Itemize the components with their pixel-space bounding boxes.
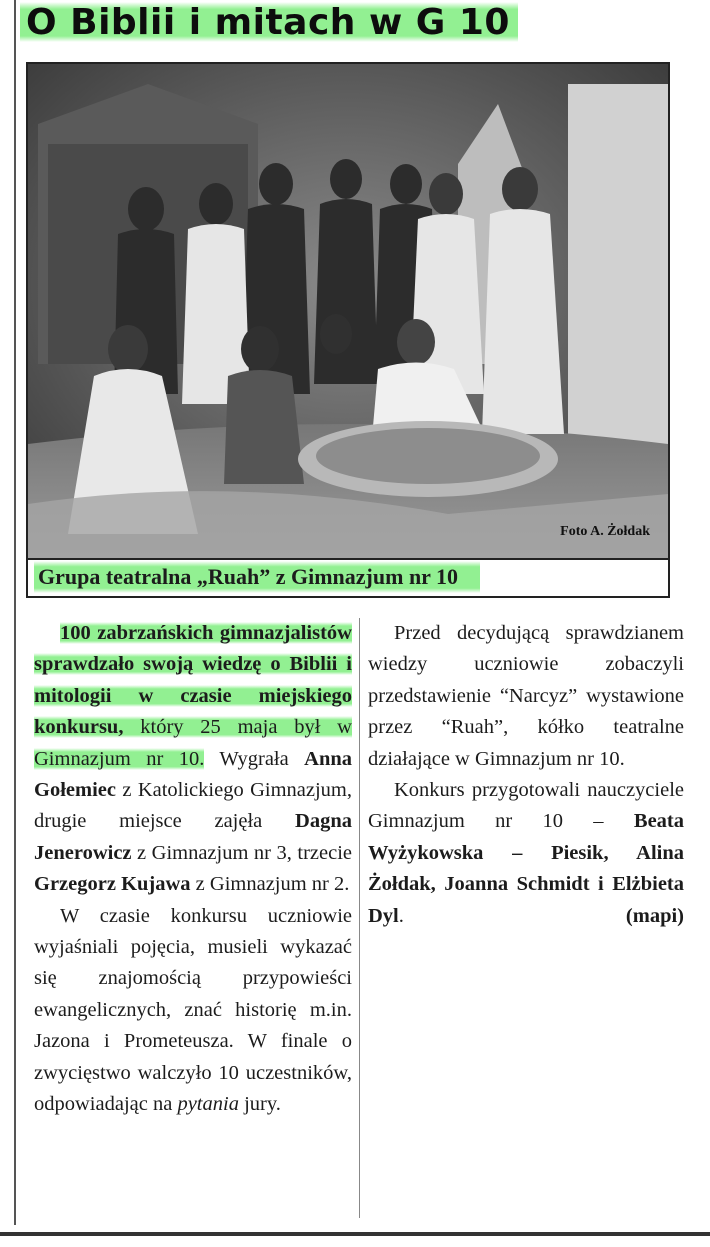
- author-signature: (mapi): [625, 904, 684, 927]
- column-divider: [359, 618, 360, 1218]
- article-text-column-left: [34, 618, 352, 1121]
- theatre-group-photo: [28, 64, 668, 558]
- text-run: z Gimnazjum nr 2.: [190, 873, 350, 896]
- lead-paragraph: 100 zabrzańskich gimnazjalistów sprawdzało swoją wiedzę o Biblii i mitologii w czasie miejskiego konkursu,: [34, 622, 352, 739]
- photo-credit: Foto A. Żołdak: [560, 524, 650, 539]
- text-run: .: [398, 904, 404, 927]
- lead-rest: który 25 maja był w Gimnazjum nr 10.: [34, 716, 352, 770]
- article-text-column-right: [368, 618, 684, 932]
- article-headline: O Biblii i mitach w G 10: [20, 2, 518, 42]
- text-run: jury.: [238, 1093, 281, 1116]
- article-body-text: [34, 618, 352, 901]
- text-run: z Katolickiego Gimnazjum, drugie miejsce zajęła: [34, 779, 352, 833]
- winner-second: Dagna Jenerowicz: [34, 810, 352, 864]
- winner-third: Grzegorz Kujawa: [34, 873, 191, 896]
- page-bottom-rule: [0, 1232, 710, 1236]
- text-run: W czasie konkursu uczniowie wyjaśniali pojęcia, musieli wykazać się znajomością przypowieści ewangelicznych, znać historię m.in. Jazona i Prometeusza. W finale o zwycięstwo walczyło 10 uczestników, odpowiadając na: [34, 904, 352, 1116]
- winner-first: Anna Gołemiec: [34, 747, 352, 802]
- paragraph-contest: [34, 901, 352, 1121]
- text-run: z Gimnazjum nr 3, trzecie: [131, 841, 352, 864]
- photo-caption: Grupa teatralna „Ruah” z Gimnazjum nr 10: [34, 561, 480, 593]
- page-margin-rule: [14, 0, 16, 1225]
- article-photo: [26, 62, 670, 560]
- text-run: Konkurs przygotowali nauczyciele Gimnazjum nr 10 –: [368, 779, 684, 833]
- paragraph-performance: Przed decydującą sprawdzianem wiedzy uczniowie zobaczyli przedstawienie “Narcyz” wystawione przez “Ruah”, kółko teatralne działające w Gimnazjum nr 10.: [368, 622, 684, 770]
- caption-box: [26, 558, 670, 598]
- italic-word: pytania: [177, 1093, 239, 1116]
- organizers-names: Beata Wyżykowska – Piesik, Alina Żołdak, Joanna Schmidt i Elżbieta Dyl: [368, 810, 684, 927]
- paragraph-organizers: [368, 775, 684, 932]
- text-run: Wygrała: [204, 747, 305, 770]
